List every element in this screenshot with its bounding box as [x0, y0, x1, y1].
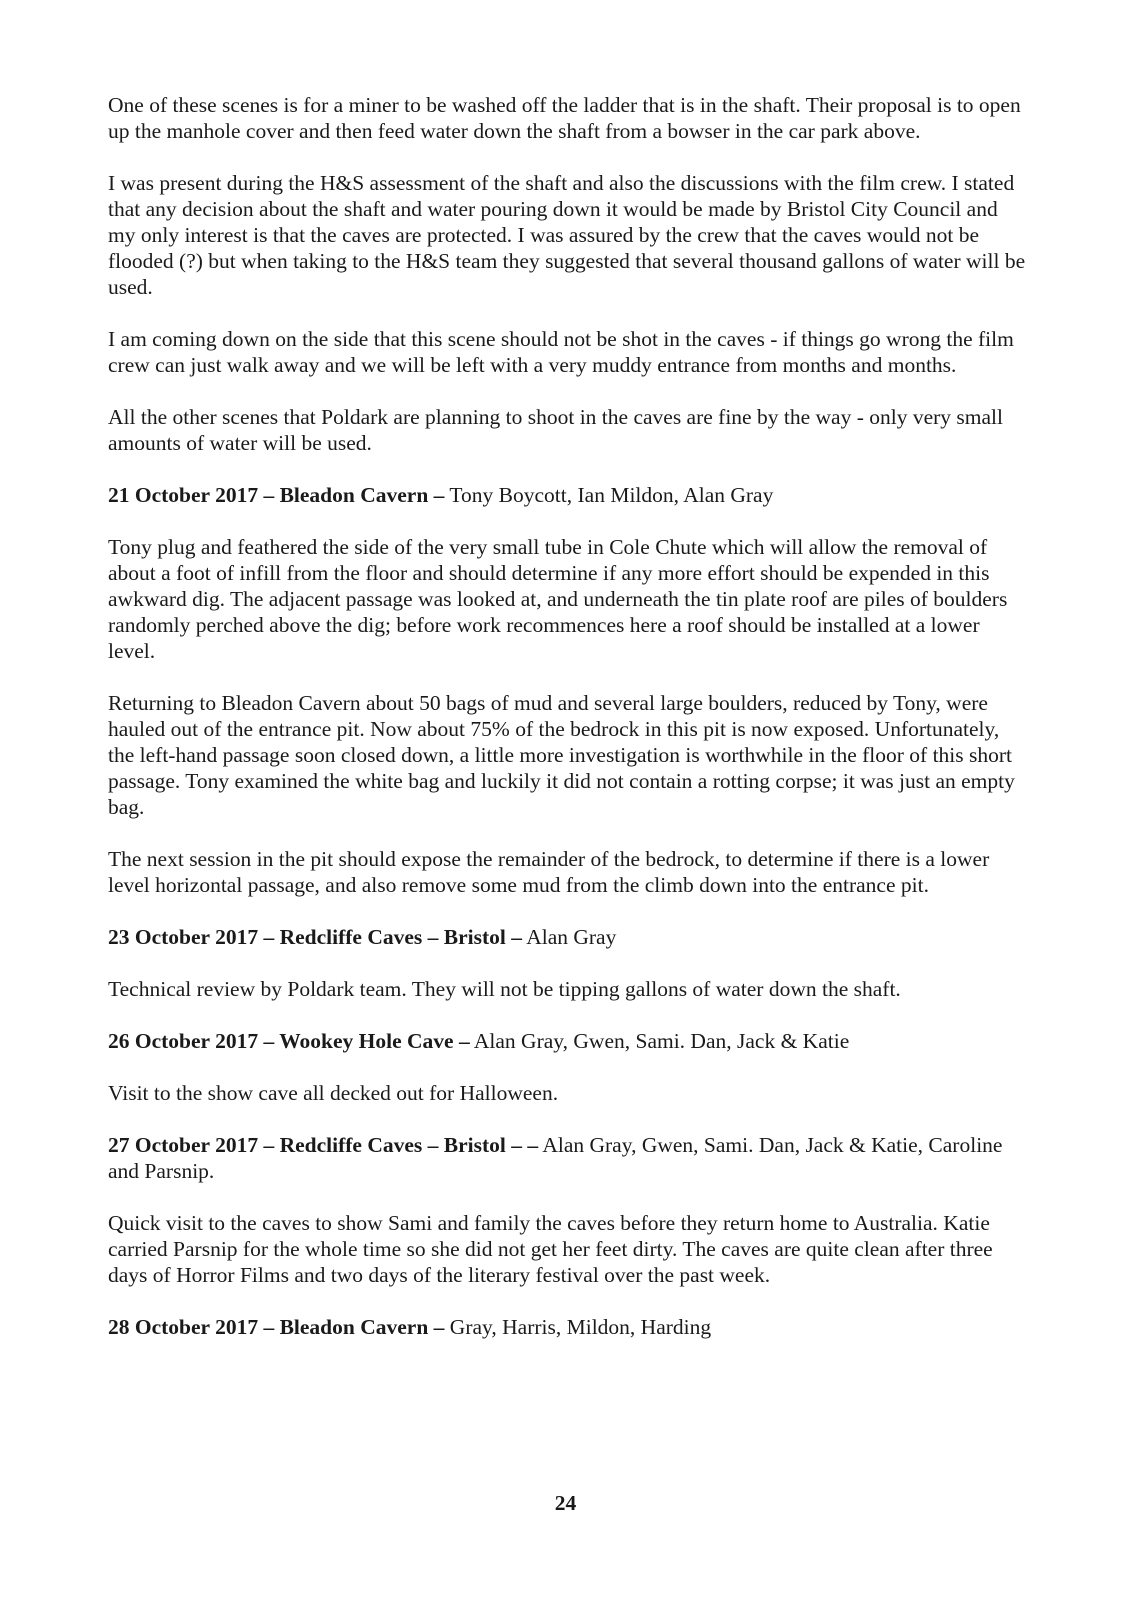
page-number: 24 — [554, 1491, 577, 1515]
entry-heading-date-location: 28 October 2017 – Bleadon Cavern – — [108, 1315, 445, 1339]
entry-paragraph: Returning to Bleadon Cavern about 50 bags of mud and several large boulders, reduced by Tony, were hauled out of the entrance pit. Now about 75% of the bedrock in this pit is now exposed. Unfortunately, the left-hand passage soon closed down, a little more investigation is worthwhile in the floor of this short passage. Tony examined the white bag and luckily it did not contain a rotting corpse; it was just an empty bag. — [108, 691, 1015, 819]
page-body — [108, 92, 1028, 1366]
entry-paragraph: Tony plug and feathered the side of the very small tube in Cole Chute which will allow the removal of about a foot of infill from the floor and should determine if any more effort should be expended in this awkward dig. The adjacent passage was looked at, and underneath the tin plate roof are piles of boulders randomly perched above the dig; before work recommences here a roof should be installed at a lower level. — [108, 535, 1008, 663]
entry-paragraph: Visit to the show cave all decked out for Halloween. — [108, 1081, 559, 1105]
intro-paragraph-4: All the other scenes that Poldark are planning to shoot in the caves are fine by the way - only very small amounts of water will be used. — [108, 405, 1003, 455]
intro-paragraph-3: I am coming down on the side that this scene should not be shot in the caves - if things go wrong the film crew can just walk away and we will be left with a very muddy entrance from months and months. — [108, 327, 1014, 377]
entry-heading-participants: Alan Gray, Gwen, Sami. Dan, Jack & Katie — [469, 1029, 850, 1053]
entry-heading-participants: Alan Gray — [522, 925, 617, 949]
entry-heading-28-oct — [108, 1314, 1028, 1340]
entry-paragraph: Technical review by Poldark team. They will not be tipping gallons of water down the shaft. — [108, 977, 901, 1001]
entry-heading-21-oct — [108, 482, 1028, 508]
entry-heading-date-location: 27 October 2017 – Redcliffe Caves – Bristol – – — [108, 1133, 539, 1157]
entry-heading-date-location: 23 October 2017 – Redcliffe Caves – Bristol – — [108, 925, 523, 949]
intro-paragraph-2: I was present during the H&S assessment of the shaft and also the discussions with the film crew. I stated that any decision about the shaft and water pouring down it would be made by Bristol City Council and my only interest is that the caves are protected. I was assured by the crew that the caves would not be flooded (?) but when taking to the H&S team they suggested that several thousand gallons of water will be used. — [108, 171, 1026, 299]
entry-paragraph: Quick visit to the caves to show Sami and family the caves before they return home to Australia. Katie carried Parsnip for the whole time so she did not get her feet dirty. The caves are quite clean after three days of Horror Films and two days of the literary festival over the past week. — [108, 1211, 993, 1287]
intro-paragraph-1: One of these scenes is for a miner to be washed off the ladder that is in the shaft. Their proposal is to open up the manhole cover and then feed water down the shaft from a bowser in the car park above. — [108, 93, 1021, 143]
entry-heading-date-location: 21 October 2017 – Bleadon Cavern – — [108, 483, 445, 507]
entry-heading-23-oct — [108, 924, 1028, 950]
entry-heading-participants: Alan Gray, Gwen, Sami. Dan, Jack & Katie, Caroline and Parsnip. — [108, 1133, 1003, 1183]
entry-heading-participants: Gray, Harris, Mildon, Harding — [444, 1315, 712, 1339]
entry-heading-participants: Tony Boycott, Ian Mildon, Alan Gray — [444, 483, 774, 507]
entry-heading-date-location: 26 October 2017 – Wookey Hole Cave – — [108, 1029, 470, 1053]
entry-paragraph: The next session in the pit should expose the remainder of the bedrock, to determine if there is a lower level horizontal passage, and also remove some mud from the climb down into the entrance pit. — [108, 847, 990, 897]
entry-heading-26-oct — [108, 1028, 1028, 1054]
entry-heading-27-oct — [108, 1132, 1028, 1184]
